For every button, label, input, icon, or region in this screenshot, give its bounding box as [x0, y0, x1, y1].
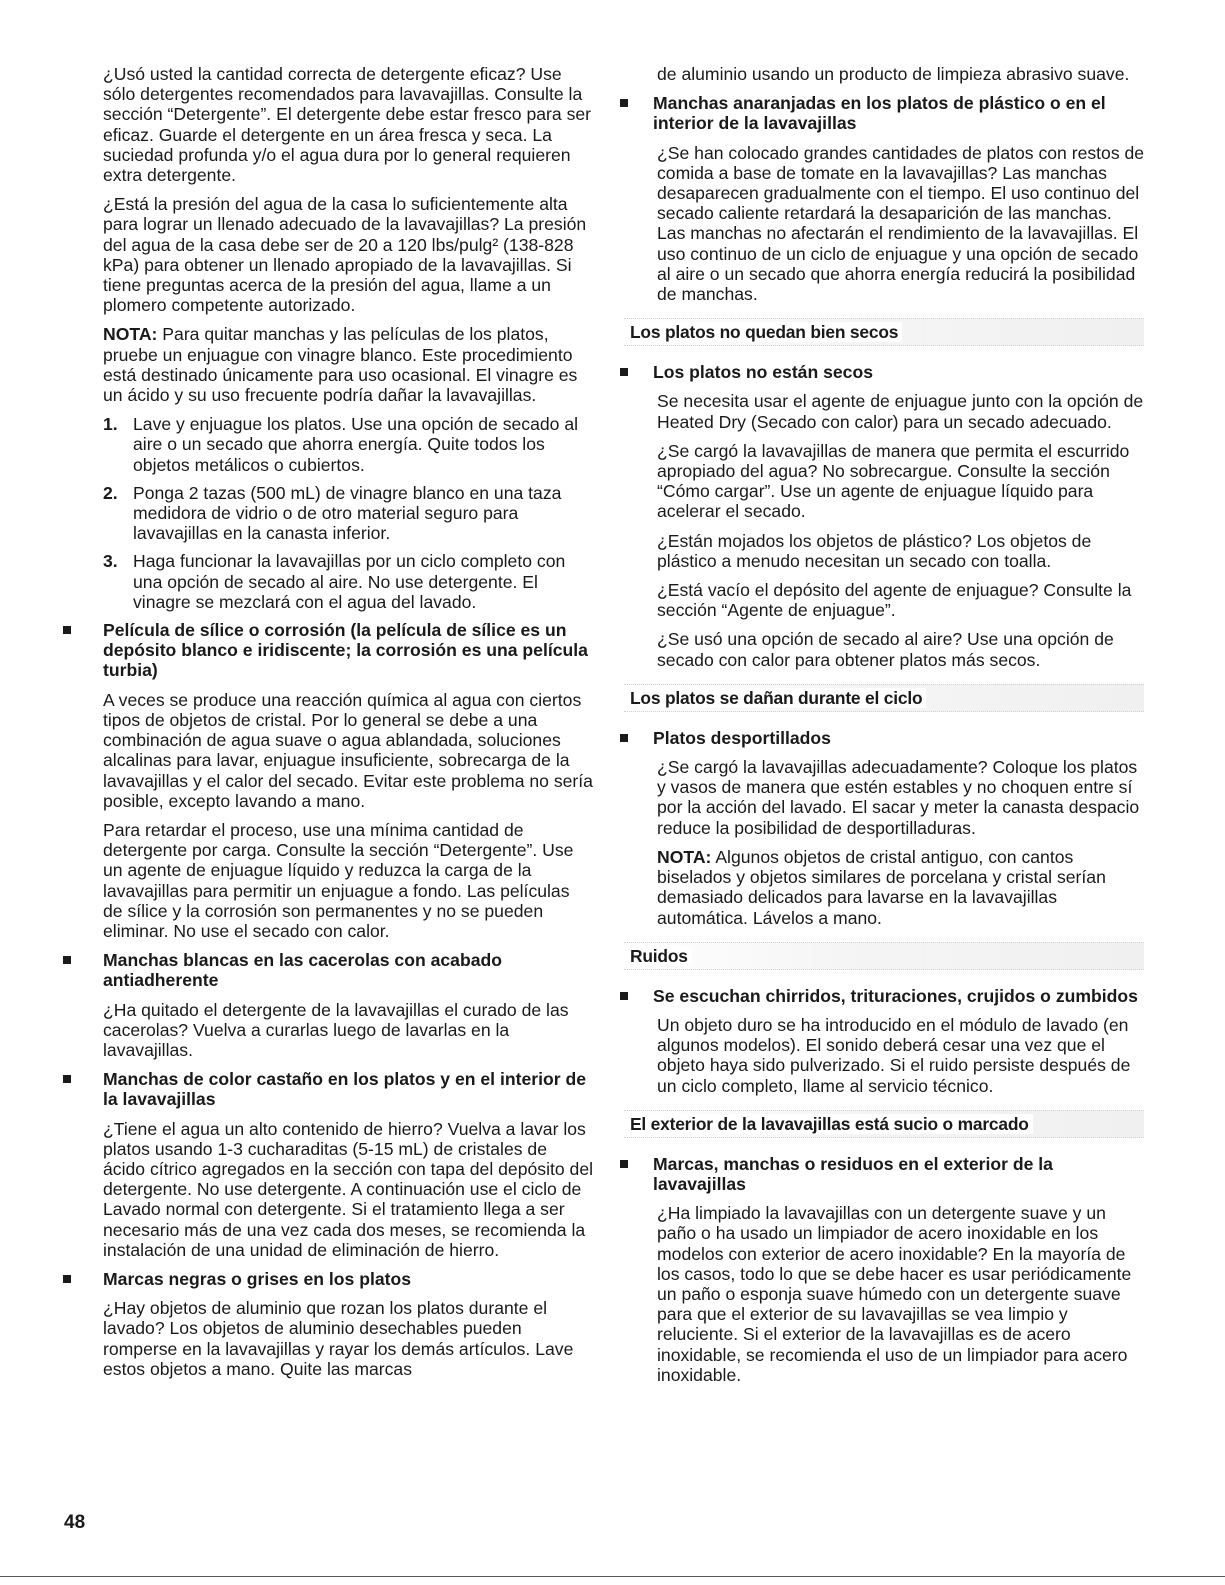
step-text: Ponga 2 tazas (500 mL) de vinagre blanco en una taza medidora de vidrio o de otro material seguro para lavavajillas en la canasta inferior.: [133, 482, 562, 544]
square-bullet-icon: [63, 1275, 71, 1283]
bottom-divider: [0, 1576, 1225, 1577]
note-paragraph: [103, 324, 593, 405]
square-bullet-icon: [620, 1160, 628, 1168]
square-bullet-icon: [63, 1075, 71, 1083]
section-header: [624, 684, 1144, 712]
note-label: NOTA:: [657, 846, 712, 867]
section-header: [624, 942, 1144, 970]
square-bullet-icon: [620, 992, 628, 1000]
bullet-heading: Marcas, manchas o residuos en el exterior de la lavavajillas: [626, 1154, 1145, 1194]
paragraph: ¿Tiene el agua un alto contenido de hierro? Vuelva a lavar los platos usando 1-3 cucharaditas (5-15 mL) de cristales de ácido cítrico agregados en la sección con tapa del depósito del detergente. No use detergente. A continuación use el ciclo de Lavado normal con detergente. Si el tratamiento llega a ser necesario más de una vez cada dos meses, se recomienda la instalación de una unidad de eliminación de hierro.: [103, 1118, 594, 1260]
step-number: 3.: [103, 551, 118, 572]
bullet-heading: Se escuchan chirridos, trituraciones, crujidos o zumbidos: [626, 986, 1145, 1006]
paragraph: Para retardar el proceso, use una mínima cantidad de detergente por carga. Consulte la sección “Detergente”. Use un agente de enjuague líquido y reduzca la carga de la lavavajillas para permitir un enjuague a fondo. Las películas de sílice y la corrosión son permanentes y no se pueden eliminar. No use el secado con calor.: [103, 819, 574, 941]
paragraph: ¿Se cargó la lavavajillas de manera que permita el escurrido apropiado del agua? No sobrecargue. Consulte la sección “Cómo cargar”. Use un agente de enjuague líquido para acelerar el secado.: [657, 440, 1130, 522]
paragraph: Un objeto duro se ha introducido en el módulo de lavado (en algunos modelos). El sonido deberá cesar una vez que el objeto haya sido pulverizado. Si el ruido persiste después de un ciclo completo, llame al servicio técnico.: [657, 1014, 1131, 1096]
note-text: Algunos objetos de cristal antiguo, con cantos biselados y objetos similares de porcelana y cristal serían demasiado delicados para lavarse en la lavavajillas automática. Lávelos a mano.: [657, 846, 1106, 928]
square-bullet-icon: [620, 99, 628, 107]
section-title: Ruidos: [630, 946, 692, 966]
step-text: Haga funcionar la lavavajillas por un ciclo completo con una opción de secado al aire. No use detergente. El vinagre se mezclará con el agua del lavado.: [133, 551, 566, 612]
paragraph: ¿Se cargó la lavavajillas adecuadamente? Coloque los platos y vasos de manera que estén estables y no choquen entre sí por la acción del lavado. El sacar y meter la canasta despacio reduce la posibilidad de desportilladuras.: [657, 757, 1140, 838]
step-number: 2.: [103, 482, 118, 503]
paragraph: ¿Usó usted la cantidad correcta de detergente eficaz? Use sólo detergentes recomendados para lavavajillas. Consulte la sección “Detergente”. El detergente debe estar fresco para ser eficaz. Guarde el detergente en un área fresca y seca. La suciedad profunda y/o el agua dura por lo general requieren extra detergente.: [103, 64, 592, 186]
square-bullet-icon: [620, 368, 628, 376]
bullet-heading: Los platos no están secos: [626, 362, 1145, 382]
paragraph: ¿Ha limpiado la lavavajillas con un detergente suave y un paño o ha usado un limpiador de acero inoxidable en los modelos con exterior de acero inoxidable? En la mayoría de los casos, todo lo que se debe hacer es usar periódicamente un paño o esponja suave húmedo con un detergente suave para que el exterior de su lavavajillas se vea limpio y reluciente. Si el exterior de la lavavajillas es de acero inoxidable, se recomienda el uso de un limpiador para acero inoxidable.: [657, 1203, 1132, 1385]
bullet-heading: Platos desportillados: [626, 728, 1145, 748]
paragraph: ¿Está la presión del agua de la casa lo suficientemente alta para lograr un llenado adecuado de la lavavajillas? La presión del agua de la casa debe ser de 20 a 120 lbs/pulg² (138-828 kPa) para obtener un llenado apropiado de la lavavajillas. Si tiene preguntas acerca de la presión del agua, llame a un plomero competente autorizado.: [103, 194, 587, 316]
step-number: 1.: [103, 414, 118, 435]
paragraph: ¿Se usó una opción de secado al aire? Use una opción de secado con calor para obtener platos más secos.: [657, 629, 1114, 670]
bullet-heading: Marcas negras o grises en los platos: [98, 1269, 593, 1289]
paragraph: Se necesita usar el agente de enjuague junto con la opción de Heated Dry (Secado con calor) para un secado adecuado.: [657, 391, 1144, 432]
note-label: NOTA:: [103, 324, 158, 345]
paragraph: ¿Hay objetos de aluminio que rozan los platos durante el lavado? Los objetos de aluminio desechables pueden romperse en la lavavajillas y rayar los demás artículos. Lave estos objetos a mano. Quite las marcas: [103, 1298, 574, 1379]
bullet-heading: Manchas de color castaño en los platos y en el interior de la lavavajillas: [98, 1069, 593, 1109]
paragraph: ¿Se han colocado grandes cantidades de platos con restos de comida a base de tomate en la lavavajillas? Las manchas desaparecen gradualmente con el tiempo. El uso continuo del secado caliente retardará la desaparición de las manchas. Las manchas no afectarán el rendimiento de la lavavajillas. El uso continuo de un ciclo de enjuague y una opción de secado al aire o un secado que ahorra energía reducirá la posibilidad de manchas.: [657, 142, 1145, 305]
paragraph: ¿Están mojados los objetos de plástico? Los objetos de plástico a menudo necesitan un secado con toalla.: [657, 530, 1092, 571]
bullet-heading: Película de sílice o corrosión (la película de sílice es un depósito blanco e iridiscente; la corrosión es una película turbia): [98, 620, 593, 681]
note-text: Para quitar manchas y las películas de los platos, pruebe un enjuague con vinagre blanco. Este procedimiento está destinado únicamente para uso ocasional. El vinagre es un ácido y su uso frecuente podría dañar la lavavajillas.: [103, 324, 578, 406]
bullet-heading: Manchas blancas en las cacerolas con acabado antiadherente: [98, 950, 593, 990]
square-bullet-icon: [63, 626, 71, 634]
left-column: [103, 64, 593, 1388]
square-bullet-icon: [620, 734, 628, 742]
square-bullet-icon: [63, 956, 71, 964]
section-header: [624, 1110, 1144, 1138]
section-title: Los platos no quedan bien secos: [630, 322, 902, 342]
bullet-heading: Manchas anaranjadas en los platos de plástico o en el interior de la lavavajillas: [626, 93, 1145, 133]
paragraph: ¿Ha quitado el detergente de la lavavajillas el curado de las cacerolas? Vuelva a curarlas luego de lavarlas en la lavavajillas.: [103, 999, 569, 1060]
step-text: Lave y enjuague los platos. Use una opción de secado al aire o un secado que ahorra energía. Quite todos los objetos metálicos o cubiertos.: [133, 414, 579, 475]
paragraph: ¿Está vacío el depósito del agente de enjuague? Consulte la sección “Agente de enjuague”.: [657, 580, 1132, 621]
page-number: 48: [64, 1512, 86, 1533]
section-title: El exterior de la lavavajillas está sucio o marcado: [630, 1114, 1033, 1134]
paragraph: de aluminio usando un producto de limpieza abrasivo suave.: [657, 64, 1130, 84]
note-paragraph: [657, 847, 1145, 928]
right-column: [630, 64, 1145, 1394]
numbered-step: [103, 483, 593, 544]
paragraph: A veces se produce una reacción química al agua con ciertos tipos de objetos de cristal. Por lo general se debe a una combinación de agua suave o agua ablandada, soluciones alcalinas para lavar, enjuague insuficiente, sobrecarga de la lavavajillas y el calor del secado. Evitar este problema no sería posible, excepto lavando a mano.: [103, 689, 593, 811]
section-title: Los platos se dañan durante el ciclo: [630, 688, 926, 708]
section-header: [624, 318, 1144, 346]
numbered-step: [103, 551, 593, 612]
numbered-step: [103, 414, 593, 475]
